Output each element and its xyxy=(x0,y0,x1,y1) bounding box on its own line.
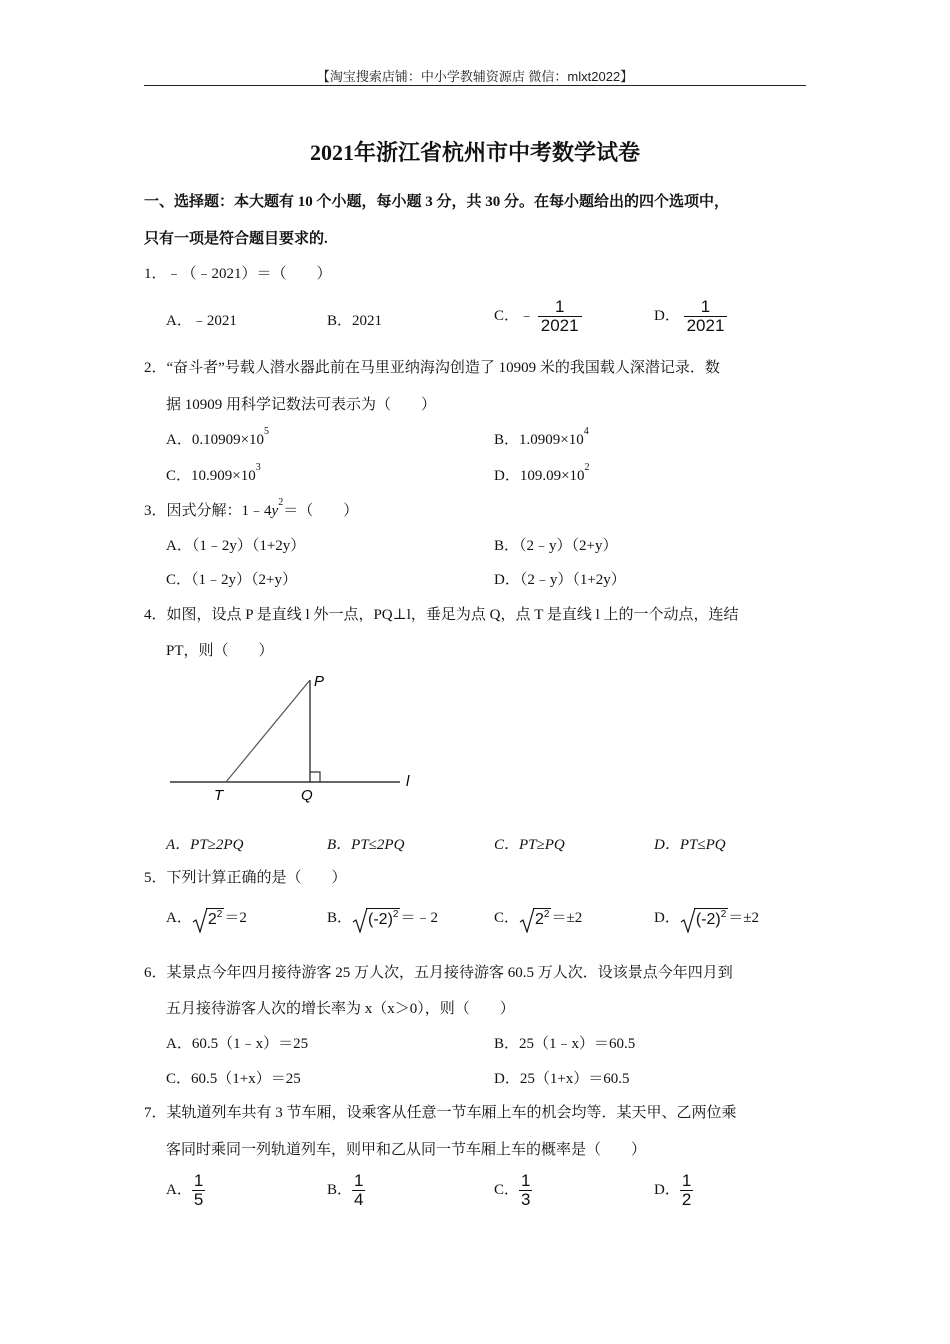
fraction-numerator: 1 xyxy=(700,297,711,316)
option-label: B． xyxy=(327,910,353,926)
q2-option-b xyxy=(494,428,589,449)
label-l: l xyxy=(406,773,410,790)
q1-stem: 1．﹣（﹣2021）＝（ ） xyxy=(144,266,332,282)
label-p: P xyxy=(314,673,325,690)
q1-option-c-fraction xyxy=(538,298,582,335)
exponent: 2 xyxy=(543,909,550,921)
option-text: D．109.09×10 xyxy=(494,468,585,484)
q4-option-a: A．PT≥2PQ xyxy=(166,837,244,853)
q3-option-a: A．（1﹣2y）（1+2y） xyxy=(166,538,306,554)
exponent: 2 xyxy=(392,909,399,921)
variable-y: y xyxy=(271,503,279,519)
q2-stem-line2: 据 10909 用科学记数法可表示为（ ） xyxy=(166,397,437,413)
header-rule xyxy=(144,85,806,86)
exponent: 2 xyxy=(720,909,727,921)
q1-option-c-label: C．﹣ xyxy=(494,307,535,324)
fraction-denominator: 5 xyxy=(193,1190,204,1209)
fraction-numerator: 1 xyxy=(554,297,565,316)
fraction xyxy=(680,1172,693,1209)
q6-stem-line1: 6．某景点今年四月接待游客 25 万人次，五月接待游客 60.5 万人次．设该景点今年四月到 xyxy=(144,965,733,981)
option-label: C． xyxy=(494,1181,520,1198)
option-label: D． xyxy=(654,910,680,926)
sqrt-expression xyxy=(352,908,400,929)
fraction-denominator: 2021 xyxy=(538,316,582,335)
q6-option-a: A．60.5（1﹣x）＝25 xyxy=(166,1036,309,1052)
radical-sign-icon xyxy=(519,907,535,933)
result: ＝2 xyxy=(224,910,247,926)
q6-stem-line2: 五月接待游客人次的增长率为 x（x＞0），则（ ） xyxy=(166,1001,515,1017)
stem-text: ＝（ ） xyxy=(283,503,359,519)
fraction-denominator: 2021 xyxy=(684,316,728,335)
q7-option-c xyxy=(494,1172,532,1209)
option-label: D． xyxy=(654,1181,680,1198)
q4-option-b: B．PT≤2PQ xyxy=(327,837,405,853)
section-heading-line1: 一、选择题：本大题有 10 个小题，每小题 3 分，共 30 分。在每小题给出的四个选项中， xyxy=(144,194,730,210)
exponent: 2 xyxy=(216,909,223,921)
q3-option-d: D．（2﹣y）（1+2y） xyxy=(494,572,626,588)
q1-option-c xyxy=(494,298,582,335)
sqrt-expression xyxy=(680,908,728,929)
q5-option-a xyxy=(166,906,247,929)
radical-sign-icon xyxy=(352,907,368,933)
segment-pt xyxy=(226,680,310,782)
exponent: 3 xyxy=(255,462,261,473)
result: ＝﹣2 xyxy=(400,910,438,926)
q1-option-a: A．﹣2021 xyxy=(166,313,237,329)
q5-option-c xyxy=(494,906,582,929)
fraction-denominator: 2 xyxy=(681,1190,692,1209)
exponent: 2 xyxy=(278,497,284,508)
fraction-numerator: 1 xyxy=(681,1171,692,1190)
exam-title: 2021年浙江省杭州市中考数学试卷 xyxy=(309,140,640,165)
q1-option-d-fraction xyxy=(684,298,728,335)
exponent: 2 xyxy=(584,462,590,473)
result: ＝±2 xyxy=(728,910,760,926)
radicand: 2 xyxy=(207,911,217,929)
radical-sign-icon xyxy=(192,907,208,933)
fraction xyxy=(352,1172,365,1209)
option-label: C． xyxy=(494,910,520,926)
q3-stem xyxy=(144,499,358,520)
option-text: A．0.10909×10 xyxy=(166,432,265,448)
q7-option-d xyxy=(654,1172,693,1209)
q7-option-a xyxy=(166,1172,205,1209)
fraction-numerator: 1 xyxy=(193,1171,204,1190)
exponent: 4 xyxy=(583,426,589,437)
q2-option-c xyxy=(166,464,261,485)
fraction-denominator: 3 xyxy=(521,1190,531,1209)
exponent: 5 xyxy=(264,426,270,437)
page-header-text: 【淘宝搜索店铺：中小学教辅资源店 微信：mlxt2022】 xyxy=(316,69,634,84)
q4-option-c: C．PT≥PQ xyxy=(494,837,565,853)
q5-option-b xyxy=(327,906,438,929)
radicand: 2 xyxy=(535,911,544,929)
label-t: T xyxy=(214,787,224,804)
q4-stem-line2: PT，则（ ） xyxy=(166,643,274,659)
q3-option-c: C．（1﹣2y）（2+y） xyxy=(166,572,297,588)
sqrt-expression xyxy=(192,908,224,929)
q6-option-b: B．25（1﹣x）＝60.5 xyxy=(494,1036,636,1052)
q2-option-d xyxy=(494,464,590,485)
option-label: A． xyxy=(166,910,192,926)
q1-option-d xyxy=(654,298,727,335)
q4-figure xyxy=(160,668,430,808)
q6-option-c: C．60.5（1+x）＝25 xyxy=(166,1071,301,1087)
q1-option-d-label: D． xyxy=(654,307,680,324)
section-heading-line2: 只有一项是符合题目要求的. xyxy=(144,231,328,247)
q7-option-b xyxy=(327,1172,365,1209)
q2-stem-line1: 2．“奋斗者”号载人潜水器此前在马里亚纳海沟创造了 10909 米的我国载人深潜记录．数 xyxy=(144,360,720,376)
fraction xyxy=(519,1172,532,1209)
q1-option-b: B．2021 xyxy=(327,313,383,329)
q4-option-d: D．PT≤PQ xyxy=(654,837,726,853)
radical-sign-icon xyxy=(680,907,696,933)
option-text: C．10.909×10 xyxy=(166,468,256,484)
result: ＝±2 xyxy=(551,910,583,926)
option-label: B． xyxy=(327,1181,353,1198)
q5-stem: 5．下列计算正确的是（ ） xyxy=(144,870,347,886)
option-text: B．1.0909×10 xyxy=(494,432,584,448)
radicand: (-2) xyxy=(695,911,721,929)
option-label: A． xyxy=(166,1181,192,1198)
q3-option-b: B．（2﹣y）（2+y） xyxy=(494,538,618,554)
q6-option-d: D．25（1+x）＝60.5 xyxy=(494,1071,630,1087)
label-q: Q xyxy=(301,787,313,804)
q2-option-a xyxy=(166,428,269,449)
q4-stem-line1: 4．如图，设点 P 是直线 l 外一点，PQ⊥l，垂足为点 Q，点 T 是直线 l 上的一个动点，连结 xyxy=(144,607,739,623)
q7-stem-line2: 客同时乘同一列轨道列车，则甲和乙从同一节车厢上车的概率是（ ） xyxy=(166,1142,647,1158)
fraction xyxy=(192,1172,205,1209)
fraction-numerator: 1 xyxy=(521,1171,531,1190)
sqrt-expression xyxy=(519,908,551,929)
stem-text: 3．因式分解：1﹣4 xyxy=(144,503,272,519)
q7-stem-line1: 7．某轨道列车共有 3 节车厢，设乘客从任意一节车厢上车的机会均等．某天甲、乙两位乘 xyxy=(144,1105,737,1121)
fraction-numerator: 1 xyxy=(354,1171,364,1190)
right-angle-mark xyxy=(310,772,320,782)
q5-option-d xyxy=(654,906,759,929)
fraction-denominator: 4 xyxy=(354,1190,364,1209)
radicand: (-2) xyxy=(368,911,393,929)
